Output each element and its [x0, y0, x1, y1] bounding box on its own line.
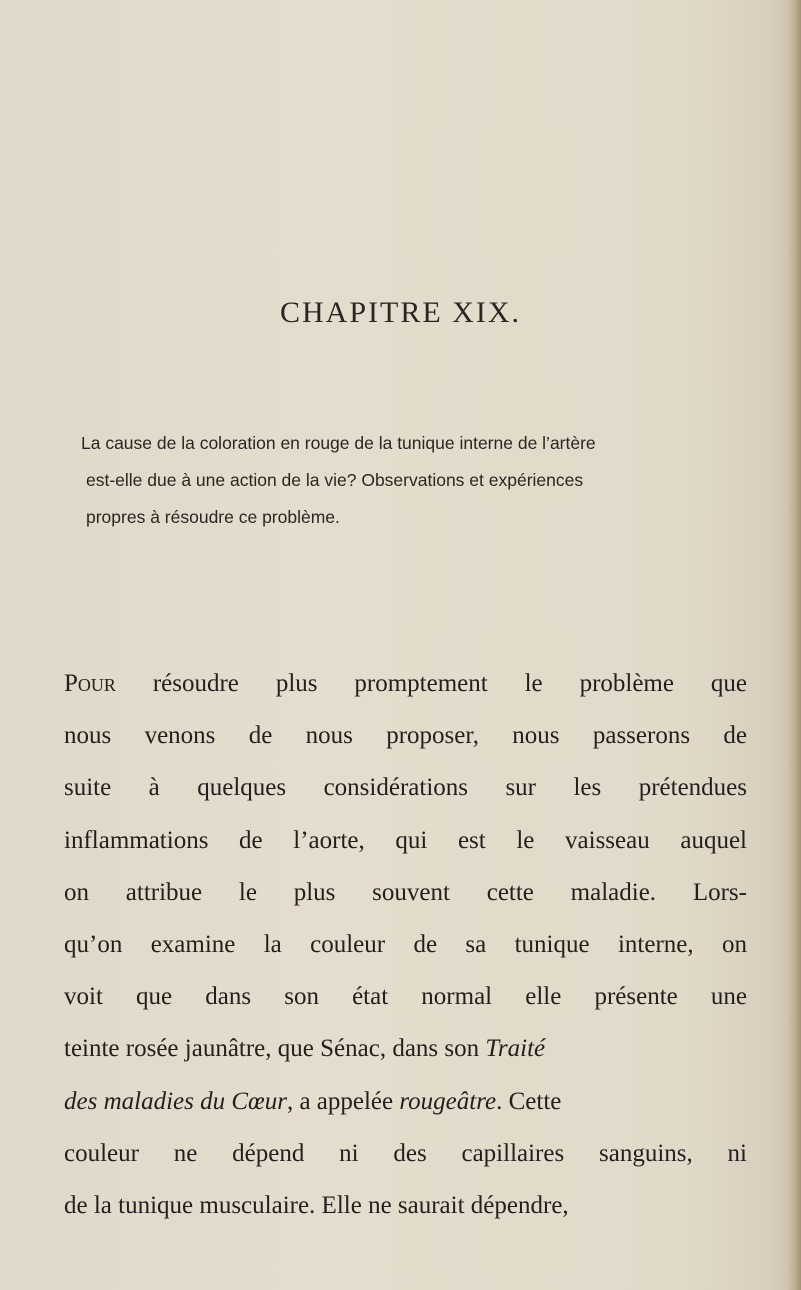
body-line-6: qu’on examine la couleur de sa tunique interne, on: [64, 931, 747, 959]
body-line-11: de la tunique musculaire. Elle ne saurait dépendre,: [64, 1192, 569, 1220]
chapter-summary: [81, 425, 761, 536]
body-line-8-text: teinte rosée jaunâtre, que Sénac, dans son: [64, 1035, 486, 1063]
body-line-9-end: . Cette: [496, 1087, 562, 1115]
body-line-3: suite à quelques considérations sur les prétendues: [64, 774, 747, 802]
first-word: Pour: [64, 670, 116, 697]
summary-line-1: La cause de la coloration en rouge de la tunique interne de l’artère: [81, 433, 596, 453]
body-line-1-rest: résoudre plus promptement le problème que: [115, 670, 747, 697]
body-line-1: [64, 658, 747, 710]
body-line-2: nous venons de nous proposer, nous passerons de: [64, 722, 747, 750]
body-line-9-text: , a appelée: [286, 1087, 400, 1115]
body-paragraph: [64, 658, 747, 1232]
body-line-4: inflammations de l’aorte, qui est le vaisseau auquel: [64, 826, 747, 854]
term-rougeatre: rougeâtre: [399, 1087, 497, 1115]
body-line-7: voit que dans son état normal elle présente une: [64, 983, 747, 1011]
body-line-5: on attribue le plus souvent cette maladie. Lors-: [64, 878, 747, 906]
body-line-9: [64, 1076, 747, 1128]
body-line-10: couleur ne dépend ni des capillaires sanguins, ni: [64, 1139, 747, 1167]
body-line-8: [64, 1023, 747, 1075]
book-title-part-1: Traité: [485, 1035, 546, 1063]
summary-line-2: est-elle due à une action de la vie? Observations et expériences: [86, 470, 584, 490]
book-title-part-2: des maladies du Cœur: [64, 1087, 287, 1115]
page-edge-shadow: [787, 0, 801, 1290]
chapter-title: CHAPITRE XIX.: [280, 296, 521, 329]
summary-line-3: propres à résoudre ce problème.: [86, 507, 340, 527]
